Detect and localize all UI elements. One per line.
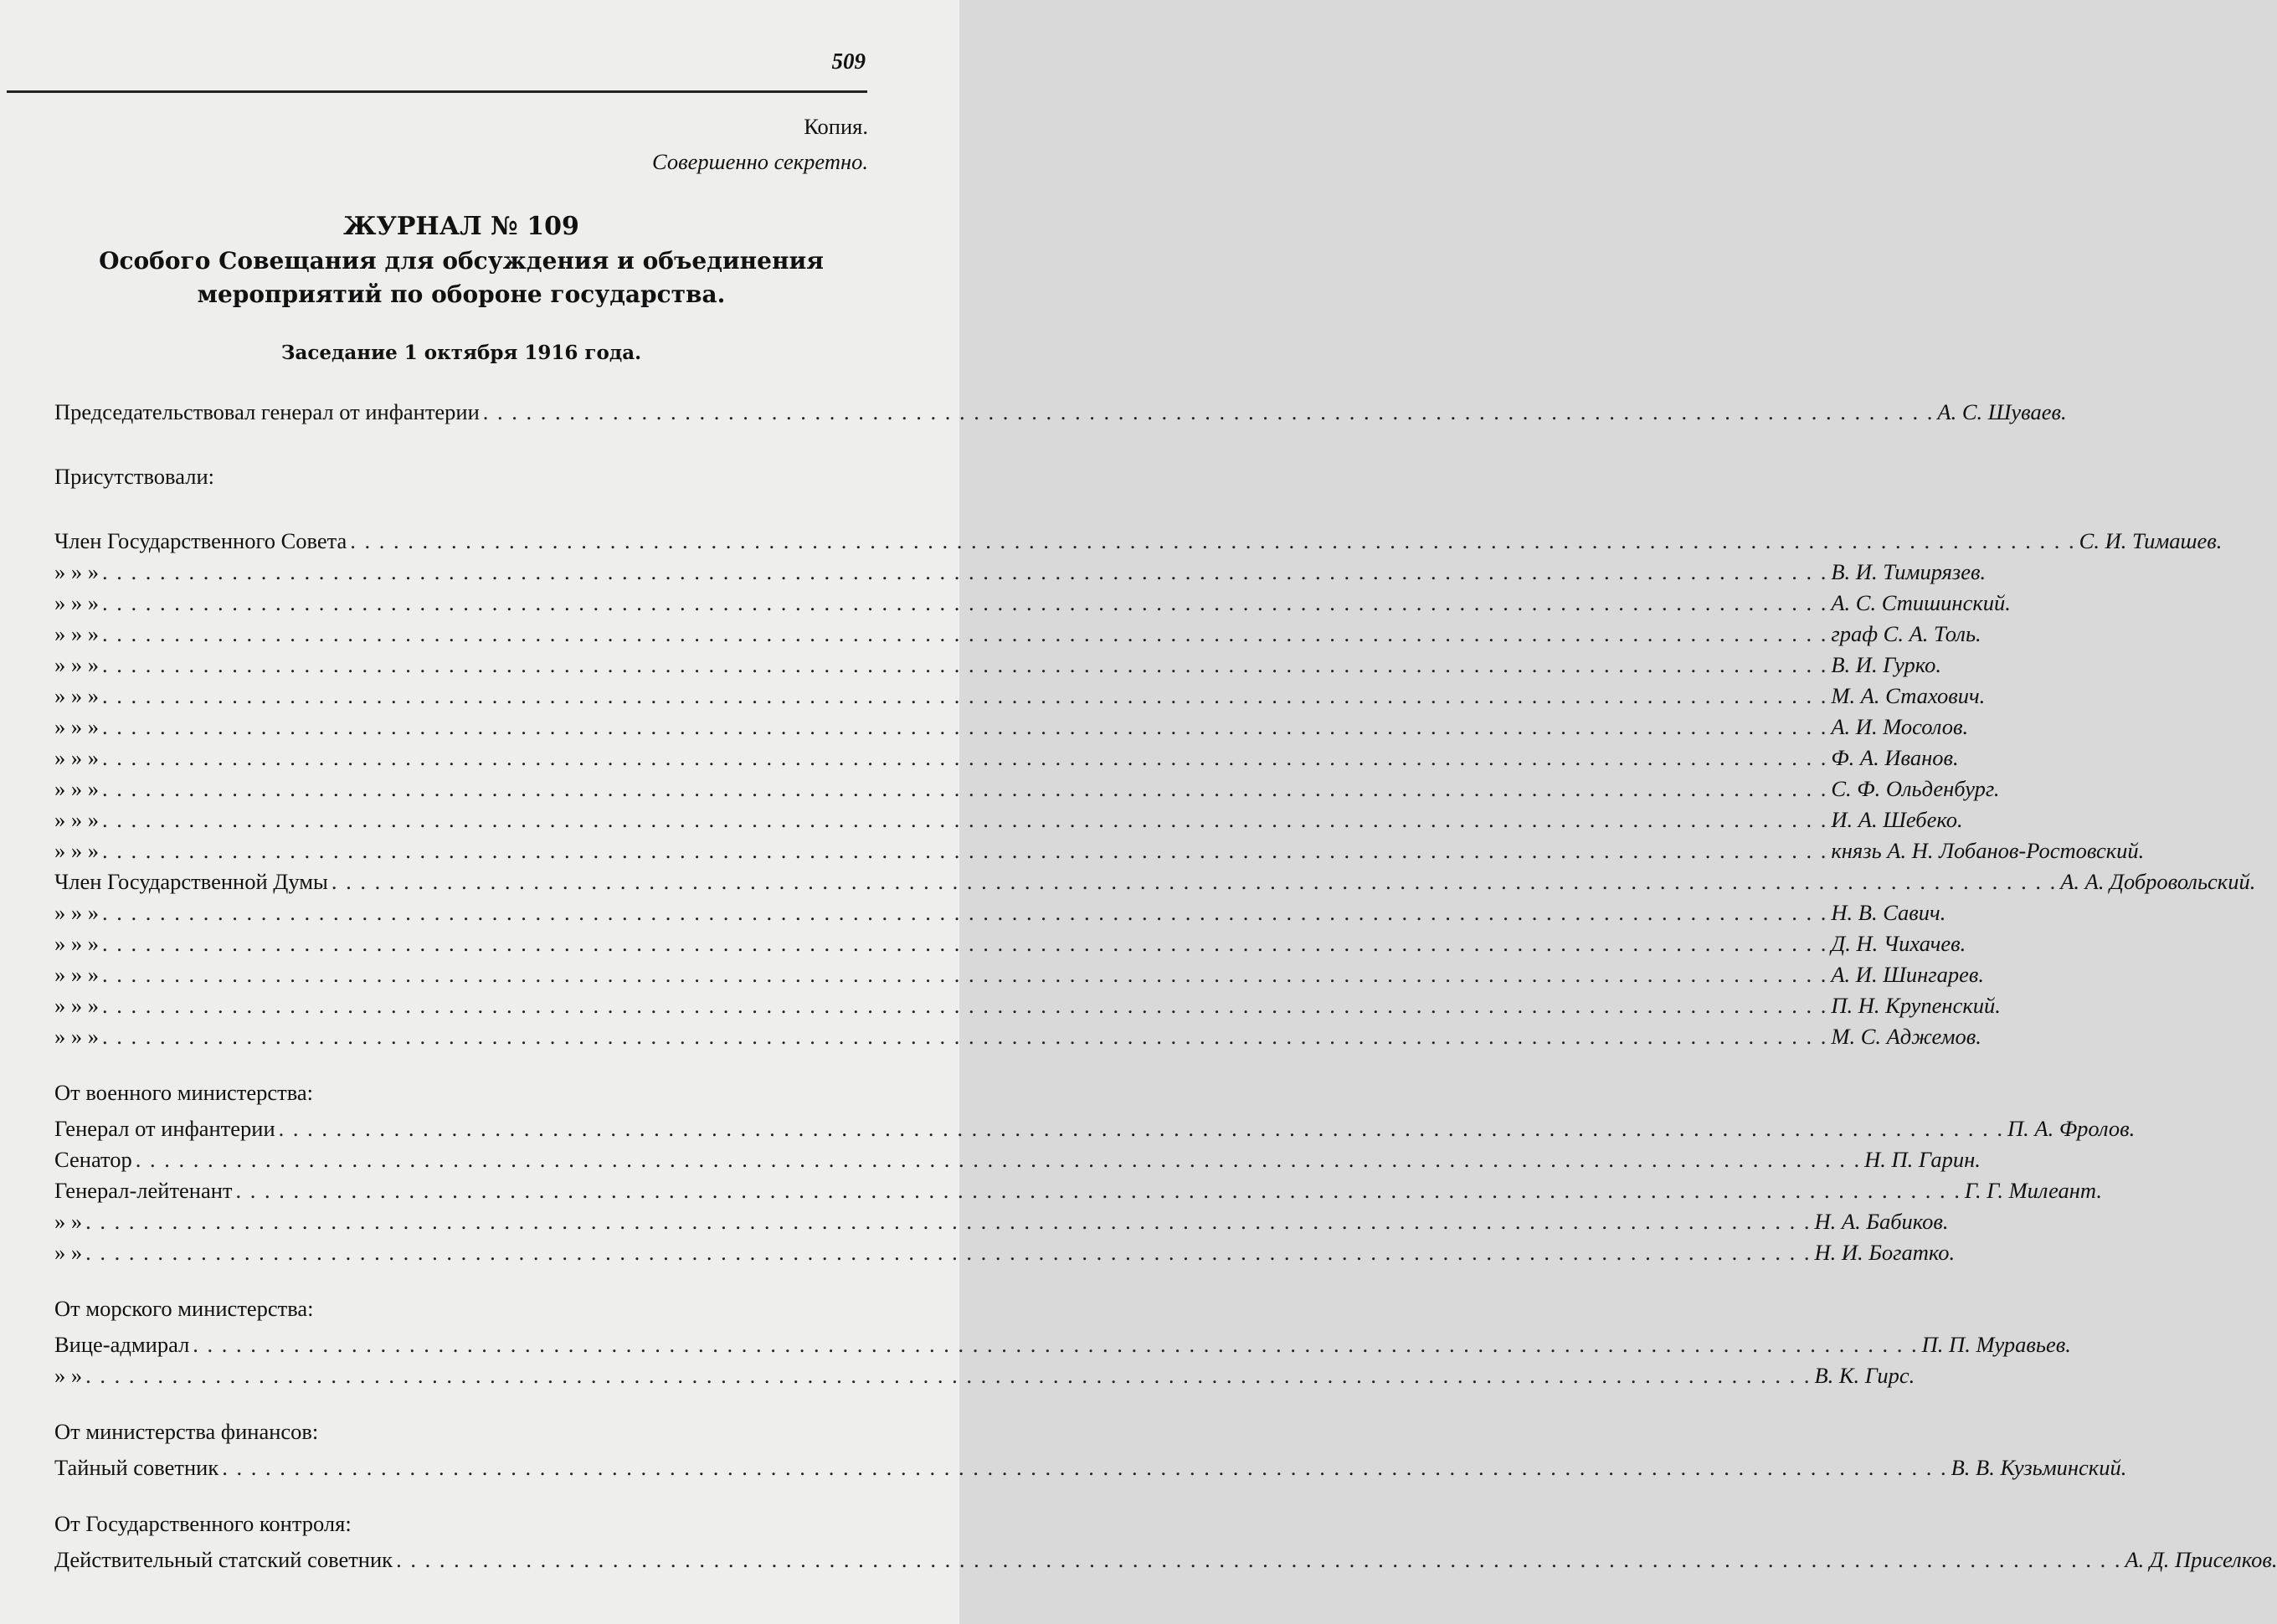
attendee-row — [54, 804, 1963, 835]
session-date: Заседание 1 октября 1916 года. — [280, 342, 642, 364]
leader-dots: . . . . . . . . . . . . . . . . . . . . . . . . . . . . . . . . . . . . . . . . . . . . . . . . . . . . . . . . . . . . . . . . . . . . . . . . . . . . . . . . . . . . . . . . . . . . . . . . . . . . . . . . . . . . . . . . . . . . . . . . — [102, 652, 1828, 677]
attendee-name: Н. В. Савич. — [1831, 900, 1946, 925]
attendee-name: В. К. Гирс. — [1814, 1363, 1915, 1388]
attendee-name: В. В. Кузьминский. — [1951, 1455, 2127, 1480]
leader-dots: . . . . . . . . . . . . . . . . . . . . . . . . . . . . . . . . . . . . . . . . . . . . . . . . . . . . . . . . . . . . . . . . . . . . . . . . . . . . . . . . . . . . . . . . . . . . . . . . . . . . . . . . . . . . . . . . . . . . . . . . — [135, 1147, 1862, 1172]
attendee-row — [54, 650, 1942, 681]
leader-dots: . . . . . . . . . . . . . . . . . . . . . . . . . . . . . . . . . . . . . . . . . . . . . . . . . . . . . . . . . . . . . . . . . . . . . . . . . . . . . . . . . . . . . . . . . . . . . . . . . . . . . . . . . . . . . . . . . . . . . . . . — [222, 1455, 1948, 1480]
attendee-name: Г. Г. Милеант. — [1964, 1178, 2103, 1203]
attendee-position: » » — [54, 1240, 83, 1265]
leader-dots: . . . . . . . . . . . . . . . . . . . . . . . . . . . . . . . . . . . . . . . . . . . . . . . . . . . . . . . . . . . . . . . . . . . . . . . . . . . . . . . . . . . . . . . . . . . . . . . . . . . . . . . . . . . . . . . . . . . . . . . . — [102, 962, 1828, 987]
attendee-row — [54, 1144, 1981, 1175]
leader-dots: . . . . . . . . . . . . . . . . . . . . . . . . . . . . . . . . . . . . . . . . . . . . . . . . . . . . . . . . . . . . . . . . . . . . . . . . . . . . . . . . . . . . . . . . . . . . . . . . . . . . . . . . . . . . . . . . . . . . . . . . — [102, 745, 1828, 770]
attendee-name: П. А. Фролов. — [2007, 1116, 2136, 1141]
attendee-position: » » » — [54, 745, 99, 770]
attendee-position: » » » — [54, 776, 99, 801]
attendee-name: М. А. Стахович. — [1831, 683, 1986, 708]
attendee-row — [54, 1113, 2136, 1144]
leader-dots: . . . . . . . . . . . . . . . . . . . . . . . . . . . . . . . . . . . . . . . . . . . . . . . . . . . . . . . . . . . . . . . . . . . . . . . . . . . . . . . . . . . . . . . . . . . . . . . . . . . . . . . . . . . . . . . . . . . . . . . . — [102, 590, 1828, 615]
attendee-name: Н. П. Гарин. — [1864, 1147, 1981, 1172]
attendee-name: Н. И. Богатко. — [1814, 1240, 1956, 1265]
leader-dots: . . . . . . . . . . . . . . . . . . . . . . . . . . . . . . . . . . . . . . . . . . . . . . . . . . . . . . . . . . . . . . . . . . . . . . . . . . . . . . . . . . . . . . . . . . . . . . . . . . . . . . . . . . . . . . . . . . . . . . . . — [102, 931, 1828, 956]
attendee-name: Н. А. Бабиков. — [1814, 1209, 1949, 1234]
attendee-row — [54, 773, 2000, 804]
chair-label: Председательствовал генерал от инфантерии — [54, 399, 480, 424]
leader-dots: . . . . . . . . . . . . . . . . . . . . . . . . . . . . . . . . . . . . . . . . . . . . . . . . . . . . . . . . . . . . . . . . . . . . . . . . . . . . . . . . . . . . . . . . . . . . . . . . . . . . . . . . . . . . . . . . . . . . . . . . — [278, 1116, 2005, 1141]
state-council-list — [54, 526, 2223, 866]
attendee-position: » » » — [54, 652, 99, 677]
attendee-position: Генерал от инфантерии — [54, 1116, 275, 1141]
leader-dots: . . . . . . . . . . . . . . . . . . . . . . . . . . . . . . . . . . . . . . . . . . . . . . . . . . . . . . . . . . . . . . . . . . . . . . . . . . . . . . . . . . . . . . . . . . . . . . . . . . . . . . . . . . . . . . . . . . . . . . . . — [102, 807, 1828, 832]
finance-ministry-heading: От министерства финансов: — [54, 1419, 319, 1444]
war-ministry-heading: От военного министерства: — [54, 1080, 314, 1105]
attendee-position: Тайный советник — [54, 1455, 219, 1480]
leader-dots: . . . . . . . . . . . . . . . . . . . . . . . . . . . . . . . . . . . . . . . . . . . . . . . . . . . . . . . . . . . . . . . . . . . . . . . . . . . . . . . . . . . . . . . . . . . . . . . . . . . . . . . . . . . . . . . . . . . . . . . . — [102, 683, 1828, 708]
navy-ministry-heading: От морского министерства: — [54, 1296, 314, 1321]
attendee-row — [54, 866, 2256, 897]
attendee-position: » » » — [54, 621, 99, 646]
attendee-row — [54, 557, 1987, 588]
finance-ministry-list — [54, 1452, 2127, 1483]
attendee-name: А. Д. Приселков. — [2125, 1547, 2277, 1572]
attendee-name: С. И. Тимашев. — [2079, 528, 2223, 553]
journal-subtitle-line1: Особого Совещания для обсуждения и объединения — [99, 247, 824, 275]
attendee-row — [54, 1329, 2071, 1360]
leader-dots: . . . . . . . . . . . . . . . . . . . . . . . . . . . . . . . . . . . . . . . . . . . . . . . . . . . . . . . . . . . . . . . . . . . . . . . . . . . . . . . . . . . . . . . . . . . . . . . . . . . . . . . . . . . . . . . . . . . . . . . . — [102, 714, 1828, 739]
attendee-row — [54, 1544, 2277, 1575]
leader-dots: . . . . . . . . . . . . . . . . . . . . . . . . . . . . . . . . . . . . . . . . . . . . . . . . . . . . . . . . . . . . . . . . . . . . . . . . . . . . . . . . . . . . . . . . . . . . . . . . . . . . . . . . . . . . . . . . . . . . . . . . — [102, 776, 1828, 801]
attendee-position: » » » — [54, 962, 99, 987]
leader-dots: . . . . . . . . . . . . . . . . . . . . . . . . . . . . . . . . . . . . . . . . . . . . . . . . . . . . . . . . . . . . . . . . . . . . . . . . . . . . . . . . . . . . . . . . . . . . . . . . . . . . . — [482, 399, 1935, 424]
attendee-position: » » » — [54, 714, 99, 739]
header-rule — [7, 90, 867, 93]
leader-dots: . . . . . . . . . . . . . . . . . . . . . . . . . . . . . . . . . . . . . . . . . . . . . . . . . . . . . . . . . . . . . . . . . . . . . . . . . . . . . . . . . . . . . . . . . . . . . . . . . . . . . . . . . . . . . . . . . . . . . . . . — [193, 1332, 1919, 1357]
secrecy-stamp: Совершенно секретно. — [652, 149, 868, 174]
attendee-position: » » » — [54, 1024, 99, 1049]
attendee-position: Генерал-лейтенант — [54, 1178, 233, 1203]
journal-title: ЖУРНАЛ № 109 — [343, 212, 579, 241]
chair-row — [54, 397, 2067, 428]
attendee-row — [54, 1021, 1981, 1052]
leader-dots: . . . . . . . . . . . . . . . . . . . . . . . . . . . . . . . . . . . . . . . . . . . . . . . . . . . . . . . . . . . . . . . . . . . . . . . . . . . . . . . . . . . . . . . . . . . . . . . . . . . . . . . . . . . . . . . . . . . . . . . . — [102, 559, 1828, 584]
leader-dots: . . . . . . . . . . . . . . . . . . . . . . . . . . . . . . . . . . . . . . . . . . . . . . . . . . . . . . . . . . . . . . . . . . . . . . . . . . . . . . . . . . . . . . . . . . . . . . . . . . . . . . . . . . . . . . . . . . . . . . . . — [85, 1240, 1812, 1265]
attendee-row — [54, 588, 2011, 619]
attendee-position: » » — [54, 1363, 83, 1388]
attendee-name: А. А. Добровольский. — [2060, 869, 2256, 894]
leader-dots: . . . . . . . . . . . . . . . . . . . . . . . . . . . . . . . . . . . . . . . . . . . . . . . . . . . . . . . . . . . . . . . . . . . . . . . . . . . . . . . . . . . . . . . . . . . . . . . . . . . . . . . . . . . . . . . . . . . . . . . . — [235, 1178, 1961, 1203]
attendee-name: Д. Н. Чихачев. — [1831, 931, 1966, 956]
attendee-row — [54, 1206, 1949, 1237]
attendee-name: Ф. А. Иванов. — [1831, 745, 1959, 770]
attendee-name: В. И. Тимирязев. — [1831, 559, 1987, 584]
attendee-row — [54, 990, 2001, 1021]
attendee-name: А. И. Мосолов. — [1831, 714, 1969, 739]
attendee-row — [54, 1360, 1915, 1391]
document-body — [54, 109, 2277, 1575]
page-number: 509 — [831, 49, 866, 74]
chair-name: А. С. Шуваев. — [1937, 399, 2067, 424]
attendee-row — [54, 835, 2145, 866]
attendee-row — [54, 681, 1986, 712]
leader-dots: . . . . . . . . . . . . . . . . . . . . . . . . . . . . . . . . . . . . . . . . . . . . . . . . . . . . . . . . . . . . . . . . . . . . . . . . . . . . . . . . . . . . . . . . . . . . . . . . . . . . . . . . . . . . . . . . . . . . . . . . — [331, 869, 2058, 894]
attendee-name: М. С. Аджемов. — [1831, 1024, 1981, 1049]
leader-dots: . . . . . . . . . . . . . . . . . . . . . . . . . . . . . . . . . . . . . . . . . . . . . . . . . . . . . . . . . . . . . . . . . . . . . . . . . . . . . . . . . . . . . . . . . . . . . . . . . . . . . . . . . . . . . . . . . . . . . . . . — [85, 1363, 1812, 1388]
attendee-row — [54, 743, 1959, 773]
attendee-position: » » » — [54, 838, 99, 863]
attendee-position: » » » — [54, 559, 99, 584]
duma-list — [54, 866, 2256, 1052]
leader-dots: . . . . . . . . . . . . . . . . . . . . . . . . . . . . . . . . . . . . . . . . . . . . . . . . . . . . . . . . . . . . . . . . . . . . . . . . . . . . . . . . . . . . . . . . . . . . . . . . . . . . . . . . . . . . . . . . . . . . . . . . — [102, 1024, 1828, 1049]
attendee-row — [54, 1175, 2103, 1206]
attendee-position: » » » — [54, 590, 99, 615]
attendee-position: » » » — [54, 807, 99, 832]
attendee-name: П. П. Муравьев. — [1921, 1332, 2071, 1357]
attendee-row — [54, 897, 1946, 928]
journal-subtitle-line2: мероприятий по обороне государства. — [197, 280, 726, 308]
attendee-name: граф С. А. Толь. — [1831, 621, 1981, 646]
attendee-row — [54, 959, 1984, 990]
attendee-position: » » » — [54, 993, 99, 1018]
attendee-position: » » — [54, 1209, 83, 1234]
attendee-position: » » » — [54, 931, 99, 956]
leader-dots: . . . . . . . . . . . . . . . . . . . . . . . . . . . . . . . . . . . . . . . . . . . . . . . . . . . . . . . . . . . . . . . . . . . . . . . . . . . . . . . . . . . . . . . . . . . . . . . . . . . . . . . . . . . . . . . . . . . . . . . . — [85, 1209, 1812, 1234]
attendee-position: Сенатор — [54, 1147, 132, 1172]
attendee-row — [54, 712, 1969, 743]
attendee-name: В. И. Гурко. — [1831, 652, 1942, 677]
attendee-row — [54, 619, 1981, 650]
attendee-position: Вице-адмирал — [54, 1332, 190, 1357]
war-ministry-list — [54, 1113, 2136, 1268]
state-control-list — [54, 1544, 2277, 1575]
attendee-name: И. А. Шебеко. — [1831, 807, 1963, 832]
leader-dots: . . . . . . . . . . . . . . . . . . . . . . . . . . . . . . . . . . . . . . . . . . . . . . . . . . . . . . . . . . . . . . . . . . . . . . . . . . . . . . . . . . . . . . . . . . . . . . . . . . . . . . . . . . . . . . . . . . . . . . . . — [396, 1547, 2122, 1572]
leader-dots: . . . . . . . . . . . . . . . . . . . . . . . . . . . . . . . . . . . . . . . . . . . . . . . . . . . . . . . . . . . . . . . . . . . . . . . . . . . . . . . . . . . . . . . . . . . . . . . . . . . . . . . . . . . . . . . . . . . . . . . . — [102, 838, 1828, 863]
state-control-heading: От Государственного контроля: — [54, 1511, 352, 1536]
attendee-name: П. Н. Крупенский. — [1831, 993, 2001, 1018]
leader-dots: . . . . . . . . . . . . . . . . . . . . . . . . . . . . . . . . . . . . . . . . . . . . . . . . . . . . . . . . . . . . . . . . . . . . . . . . . . . . . . . . . . . . . . . . . . . . . . . . . . . . . . . . . . . . . . . . . . . . . . . . — [350, 528, 2076, 553]
attendee-row — [54, 1237, 1956, 1268]
attendee-position: Член Государственной Думы — [54, 869, 328, 894]
attendee-position: Действительный статский советник — [54, 1547, 393, 1572]
leader-dots: . . . . . . . . . . . . . . . . . . . . . . . . . . . . . . . . . . . . . . . . . . . . . . . . . . . . . . . . . . . . . . . . . . . . . . . . . . . . . . . . . . . . . . . . . . . . . . . . . . . . . . . . . . . . . . . . . . . . . . . . — [102, 621, 1828, 646]
attendee-name: князь А. Н. Лобанов-Ростовский. — [1831, 838, 2145, 863]
attendee-position: Член Государственного Совета — [54, 528, 347, 553]
attendee-name: А. С. Стишинский. — [1831, 590, 2011, 615]
navy-ministry-list — [54, 1329, 2071, 1391]
present-heading: Присутствовали: — [54, 464, 214, 489]
attendee-position: » » » — [54, 900, 99, 925]
attendee-row — [54, 526, 2223, 557]
attendee-row — [54, 1452, 2127, 1483]
attendee-row — [54, 928, 1966, 959]
leader-dots: . . . . . . . . . . . . . . . . . . . . . . . . . . . . . . . . . . . . . . . . . . . . . . . . . . . . . . . . . . . . . . . . . . . . . . . . . . . . . . . . . . . . . . . . . . . . . . . . . . . . . . . . . . . . . . . . . . . . . . . . — [102, 993, 1828, 1018]
leader-dots: . . . . . . . . . . . . . . . . . . . . . . . . . . . . . . . . . . . . . . . . . . . . . . . . . . . . . . . . . . . . . . . . . . . . . . . . . . . . . . . . . . . . . . . . . . . . . . . . . . . . . . . . . . . . . . . . . . . . . . . . — [102, 900, 1828, 925]
attendee-name: С. Ф. Ольденбург. — [1831, 776, 2000, 801]
attendee-position: » » » — [54, 683, 99, 708]
attendee-name: А. И. Шингарев. — [1831, 962, 1984, 987]
copy-note: Копия. — [804, 114, 868, 139]
